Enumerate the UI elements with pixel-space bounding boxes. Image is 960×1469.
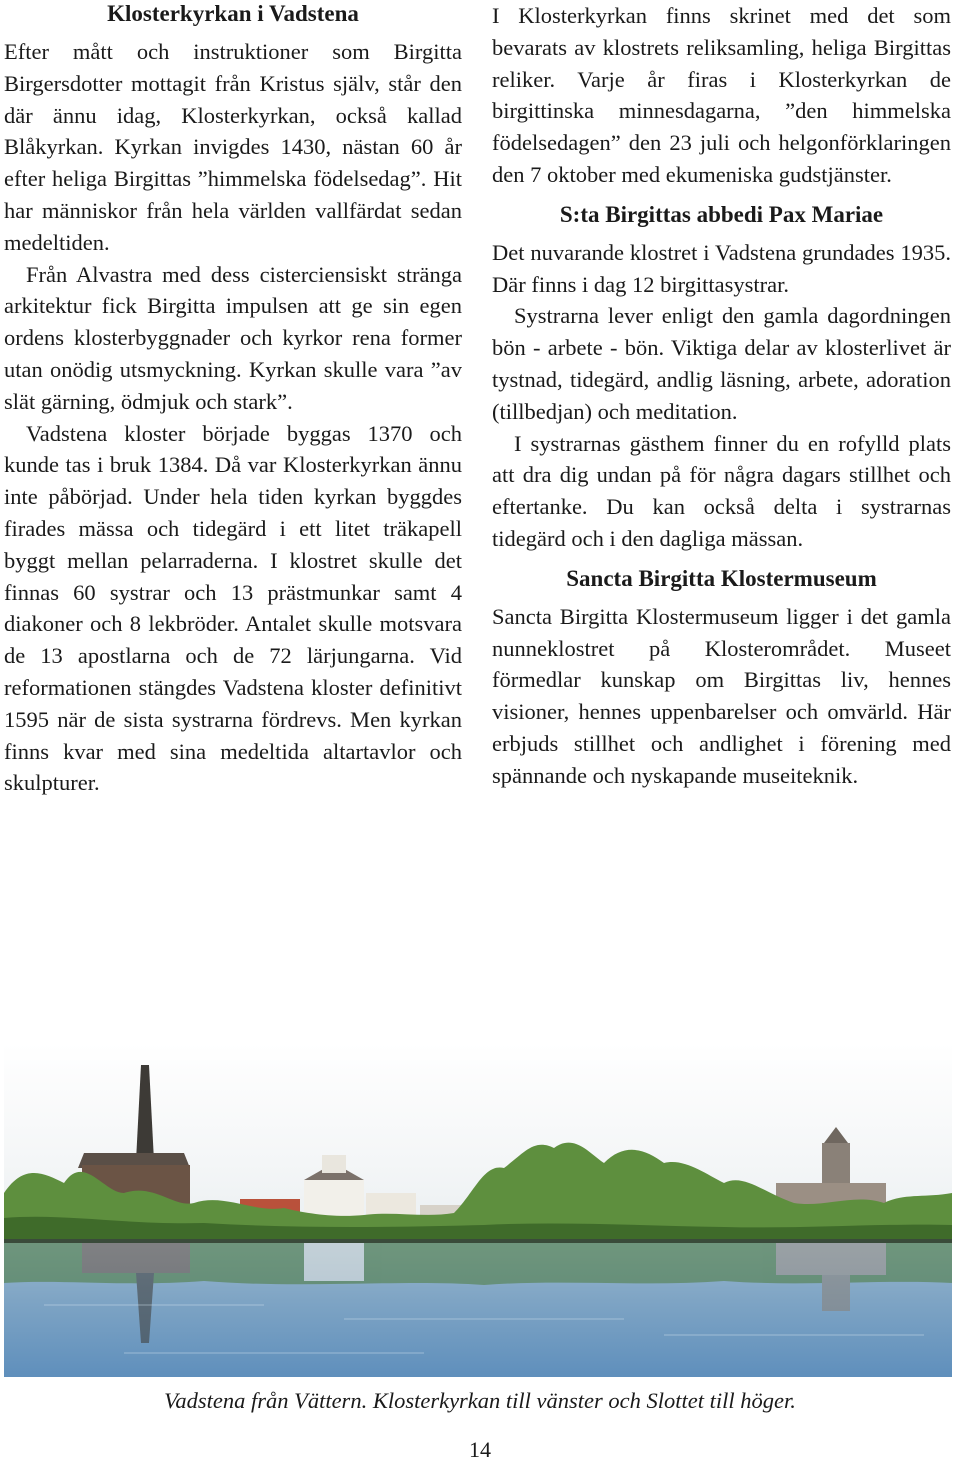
paragraph: Från Alvastra med dess cisterciensiskt stränga arkitektur fick Birgitta impulsen att ge sin egen ordens klosterbyggnader och kyrkor rena former utan onödig utsmyckning. Kyrkan skulle vara ”av slät gärning, ödmjuk och stark”. [4,261,462,414]
paragraph: Systrarna lever enligt den gamla dagordningen bön - arbete - bön. Viktiga delar av klosterlivet är tystnad, tidegärd, andlig läsning, arbete, adoration (tillbedjan) och meditation. [492,303,951,424]
paragraph: I Klosterkyrkan finns skrinet med det som bevarats av klostrets reliksamling, heliga Birgittas reliker. Varje år firas i Klosterkyrkan de birgittinska minnesdagarna, ”den himmelska födelsedagen” den 23 juli och helgonförklaringen den 7 oktober med ekumeniska gudstjänster. [492,3,951,187]
article-heading: Klosterkyrkan i Vadstena [107,1,359,26]
right-column [492,0,951,792]
paragraph: I systrarnas gästhem finner du en rofylld plats att dra dig undan på för några dagars stillhet och eftertanke. Du kan också delta i systrarnas tidegärd och i den dagliga mässan. [492,430,951,551]
vadstena-lake-photo [4,1043,952,1377]
left-column [4,0,462,799]
paragraph: Sancta Birgitta Klostermuseum ligger i det gamla nunneklostret på Klosterområdet. Museet förmedlar kunskap om Birgittas liv, hennes visioner, hennes uppenbarelser och omvärld. Här erbjuds stillhet och andlighet i förening med spännande och nyskapande museiteknik. [492,603,951,788]
paragraph: Det nuvarande klostret i Vadstena grundades 1935. Där finns i dag 12 birgittasystrar. [492,239,951,297]
landscape-photo [4,1043,952,1377]
paragraph: Efter mått och instruktioner som Birgitta Birgersdotter mottagit från Kristus själv, står den där ännu idag, Klosterkyrkan, också kallad Blåkyrkan. Kyrkan invigdes 1430, nästan 60 år efter heliga Birgittas ”himmelska födelsedag”. Hit har människor från hela världen vallfärdat sedan medeltiden. [4,39,462,255]
photo-caption: Vadstena från Vättern. Klosterkyrkan till vänster och Slottet till höger. [164,1388,796,1413]
section-heading: S:ta Birgittas abbedi Pax Mariae [559,201,884,227]
section-heading: Sancta Birgitta Klostermuseum [566,565,877,591]
paragraph: Vadstena kloster började byggas 1370 och kunde tas i bruk 1384. Då var Klosterkyrkan ännu inte påbörjad. Under hela tiden kyrkan byggdes firades mässa och tidegärd i ett litet träkapell byggt mellan pelarraderna. I klostret skulle det finnas 60 systrar och 13 prästmunkar samt 4 diakoner och 8 lekbröder. Antalet skulle motsvara de 13 apostlarna och de 72 lärjungarna. Vid reformationen stängdes Vadstena kloster definitivt 1595 när de sista systrarna fördrevs. Men kyrkan finns kvar med sina medeltida altartavlor och skulpturer. [4,420,462,796]
page-number: 14 [469,1437,491,1462]
